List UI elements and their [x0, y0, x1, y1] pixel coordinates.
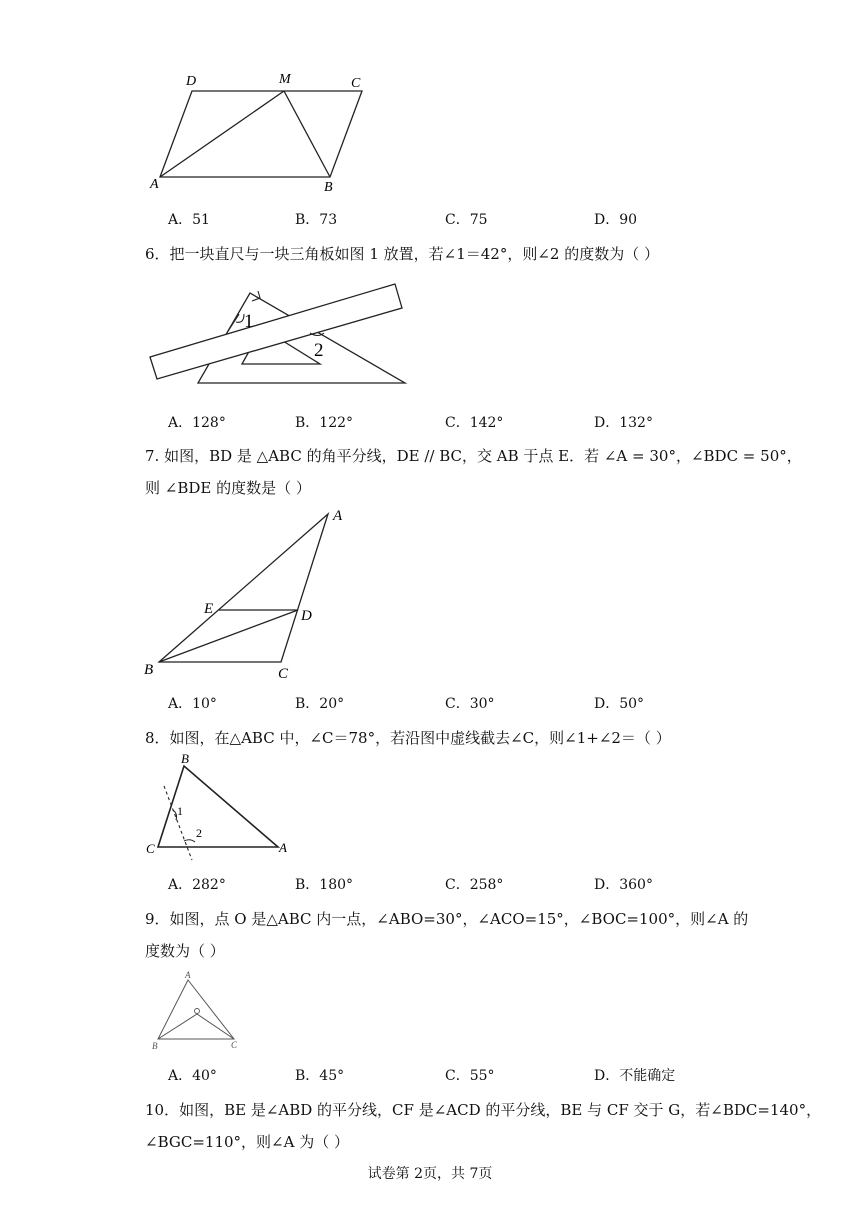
label-d: D: [186, 74, 197, 89]
triangle-abc: [159, 514, 328, 662]
label-a: A: [333, 508, 343, 524]
q9-option-a[interactable]: A．40°: [168, 1068, 217, 1084]
figure-q8-triangle: [140, 752, 300, 862]
ruler: [150, 284, 402, 379]
label-b: B: [144, 662, 154, 678]
figure-q5-parallelogram: [140, 65, 380, 195]
q5-option-b[interactable]: B．73: [295, 212, 338, 228]
angle-2-label: 2: [196, 826, 202, 840]
segment-co: [197, 1014, 234, 1039]
angle-1-label: 1: [177, 804, 183, 818]
q9-option-d[interactable]: D．不能确定: [594, 1068, 676, 1084]
label-e: E: [204, 601, 214, 617]
q6-option-a[interactable]: A．128°: [168, 415, 226, 431]
label-b: B: [181, 752, 189, 766]
q7-text-line2: 则 ∠BDE 的度数是（ ）: [145, 479, 311, 497]
q6-option-d[interactable]: D．132°: [594, 415, 653, 431]
q8-option-a[interactable]: A．282°: [168, 877, 226, 893]
cut-dashed-line: [164, 786, 192, 860]
label-c: C: [351, 76, 361, 91]
point-o-mark: [195, 1009, 200, 1014]
q8-option-c[interactable]: C．258°: [445, 877, 504, 893]
angle-2-label: 2: [314, 340, 324, 361]
page-footer: 试卷第 2页，共 7页: [367, 1166, 493, 1182]
q7-option-a[interactable]: A．10°: [168, 696, 217, 712]
q6-option-c[interactable]: C．142°: [445, 415, 504, 431]
angle-2-arc: [184, 840, 195, 842]
label-b: B: [152, 1041, 158, 1051]
q5-option-d[interactable]: D．90: [594, 212, 638, 228]
label-a: A: [185, 970, 191, 980]
angle-1-label: 1: [244, 311, 254, 332]
label-b: B: [324, 180, 333, 195]
q10-text-line1: 10．如图，BE 是∠ABD 的平分线，CF 是∠ACD 的平分线，BE 与 CF 交于 G，若∠BDC=140°，: [145, 1101, 822, 1119]
q8-text: 8．如图，在△ABC 中，∠C＝78°，若沿图中虚线截去∠C，则∠1+∠2＝（ ）: [145, 729, 671, 747]
q5-option-c[interactable]: C．75: [445, 212, 488, 228]
q9-text-line1: 9．如图，点 O 是△ABC 内一点，∠ABO=30°，∠ACO=15°，∠BOC=100°，则∠A 的: [145, 910, 749, 928]
triangle-abc: [158, 766, 278, 847]
q8-option-b[interactable]: B．180°: [295, 877, 354, 893]
segment-am: [160, 91, 284, 177]
q10-text-line2: ∠BGC=110°，则∠A 为（ ）: [145, 1133, 349, 1151]
q6-text: 6．把一块直尺与一块三角板如图 1 放置，若∠1＝42°，则∠2 的度数为（ ）: [145, 245, 659, 263]
segment-mb: [284, 91, 330, 177]
q8-option-d[interactable]: D．360°: [594, 877, 653, 893]
q9-text-line2: 度数为（ ）: [145, 942, 225, 960]
q6-option-b[interactable]: B．122°: [295, 415, 354, 431]
q7-option-c[interactable]: C．30°: [445, 696, 495, 712]
q7-text-line1: 7. 如图，BD 是 △ABC 的角平分线，DE // BC，交 AB 于点 E．若 ∠A = 30°，∠BDC = 50°，: [145, 447, 802, 465]
segment-bd: [159, 610, 298, 662]
q5-option-a[interactable]: A．51: [168, 212, 210, 228]
figure-q7-triangle: [138, 500, 358, 685]
label-a: A: [279, 840, 287, 855]
label-a: A: [150, 177, 159, 192]
q7-option-d[interactable]: D．50°: [594, 696, 645, 712]
label-c: C: [231, 1040, 238, 1050]
triangle-abc: [158, 980, 234, 1039]
label-d: D: [301, 608, 312, 624]
q7-option-b[interactable]: B．20°: [295, 696, 345, 712]
label-c: C: [146, 841, 155, 856]
figure-q6-ruler-triangle: [140, 278, 420, 390]
figure-q9-triangle: [148, 968, 248, 1052]
label-m: M: [279, 72, 291, 87]
label-c: C: [278, 666, 289, 682]
q9-option-b[interactable]: B．45°: [295, 1068, 345, 1084]
q9-option-c[interactable]: C．55°: [445, 1068, 495, 1084]
parallelogram-abcd: [160, 91, 362, 177]
